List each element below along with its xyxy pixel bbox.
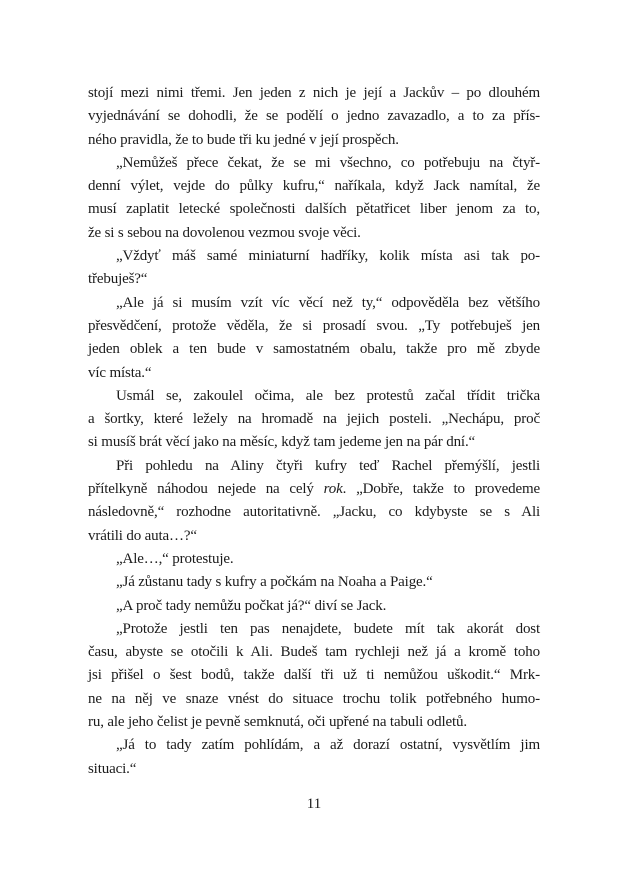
text-line: přítelkyně náhodou nejede na celý rok. „Dobře, takže to provedeme bbox=[88, 481, 541, 498]
text-line: přesvědčení, protože věděla, že si prosadí svou. „Ty potřebuješ jen bbox=[88, 317, 540, 334]
text-line: následovně,“ rozhodne autoritativně. „Jacku, co kdybyste se s Ali bbox=[88, 504, 540, 521]
text-line: času, abyste se otočili k Ali. Budeš tam rychleji než já a kromě toho bbox=[88, 644, 540, 661]
text-line: ného pravidla, že to bude tři ku jedné v její prospěch. bbox=[88, 131, 399, 148]
text-line: vrátili do auta…?“ bbox=[88, 527, 197, 544]
text-line: si musíš brát věcí jako na měsíc, když tam jedeme jen na pár dní.“ bbox=[88, 434, 476, 451]
text-line: Usmál se, zakoulel očima, ale bez protestů začal třídit trička bbox=[116, 387, 540, 404]
page-text bbox=[88, 82, 540, 781]
text-line: „Protože jestli ten pas nenajdete, budete mít tak akorát dost bbox=[116, 620, 540, 637]
text-line: ru, ale jeho čelist je pevně semknutá, oči upřené na tabuli odletů. bbox=[88, 714, 467, 731]
text-line: musí zaplatit letecké společnosti dalších pětatřicet liber jenom za to, bbox=[88, 201, 540, 218]
italic-word: rok bbox=[323, 481, 343, 498]
page-number: 11 bbox=[306, 796, 322, 812]
text-line: „Ale já si musím vzít víc věcí než ty,“ odpověděla bez většího bbox=[116, 294, 540, 311]
text-line: víc místa.“ bbox=[88, 364, 152, 381]
text-line: že si s sebou na dovolenou vezmou svoje věci. bbox=[88, 224, 361, 241]
text-line: denní výlet, vejde do půlky kufru,“ naříkala, když Jack namítal, že bbox=[88, 178, 540, 195]
text-line: „Vždyť máš samé miniaturní hadříky, kolik místa asi tak po- bbox=[116, 248, 540, 265]
text-line: „Ale…,“ protestuje. bbox=[116, 550, 234, 567]
text-line: „Já zůstanu tady s kufry a počkám na Noaha a Paige.“ bbox=[116, 574, 433, 591]
text-line: vyjednávání se dohodli, že se podělí o jedno zavazadlo, a to za přís- bbox=[88, 108, 540, 125]
text-line: ne na něj ve snaze vnést do situace trochu tolik potřebného humo- bbox=[88, 690, 540, 707]
text-line: situaci.“ bbox=[88, 760, 137, 777]
text-line: „Já to tady zatím pohlídám, a až dorazí ostatní, vysvětlím jim bbox=[116, 737, 540, 754]
text-line: „A proč tady nemůžu počkat já?“ diví se Jack. bbox=[116, 597, 387, 614]
text-line: jsi přišel o šest bodů, takže další tři už ti nemůžou uškodit.“ Mrk- bbox=[88, 667, 540, 684]
text-line: stojí mezi nimi třemi. Jen jeden z nich je její a Jackův – po dlouhém bbox=[88, 85, 540, 101]
text-line: Při pohledu na Aliny čtyři kufry teď Rachel přemýšlí, jestli bbox=[116, 457, 540, 474]
text-line: jeden oblek a ten bude v samostatném obalu, takže pro mě zbyde bbox=[88, 341, 540, 358]
text-line: „Nemůžeš přece čekat, že se mi všechno, co potřebuju na čtyř- bbox=[116, 154, 540, 171]
text-line: třebuješ?“ bbox=[88, 271, 148, 288]
text-line: a šortky, které ležely na hromadě na jejich posteli. „Nechápu, proč bbox=[88, 411, 540, 428]
